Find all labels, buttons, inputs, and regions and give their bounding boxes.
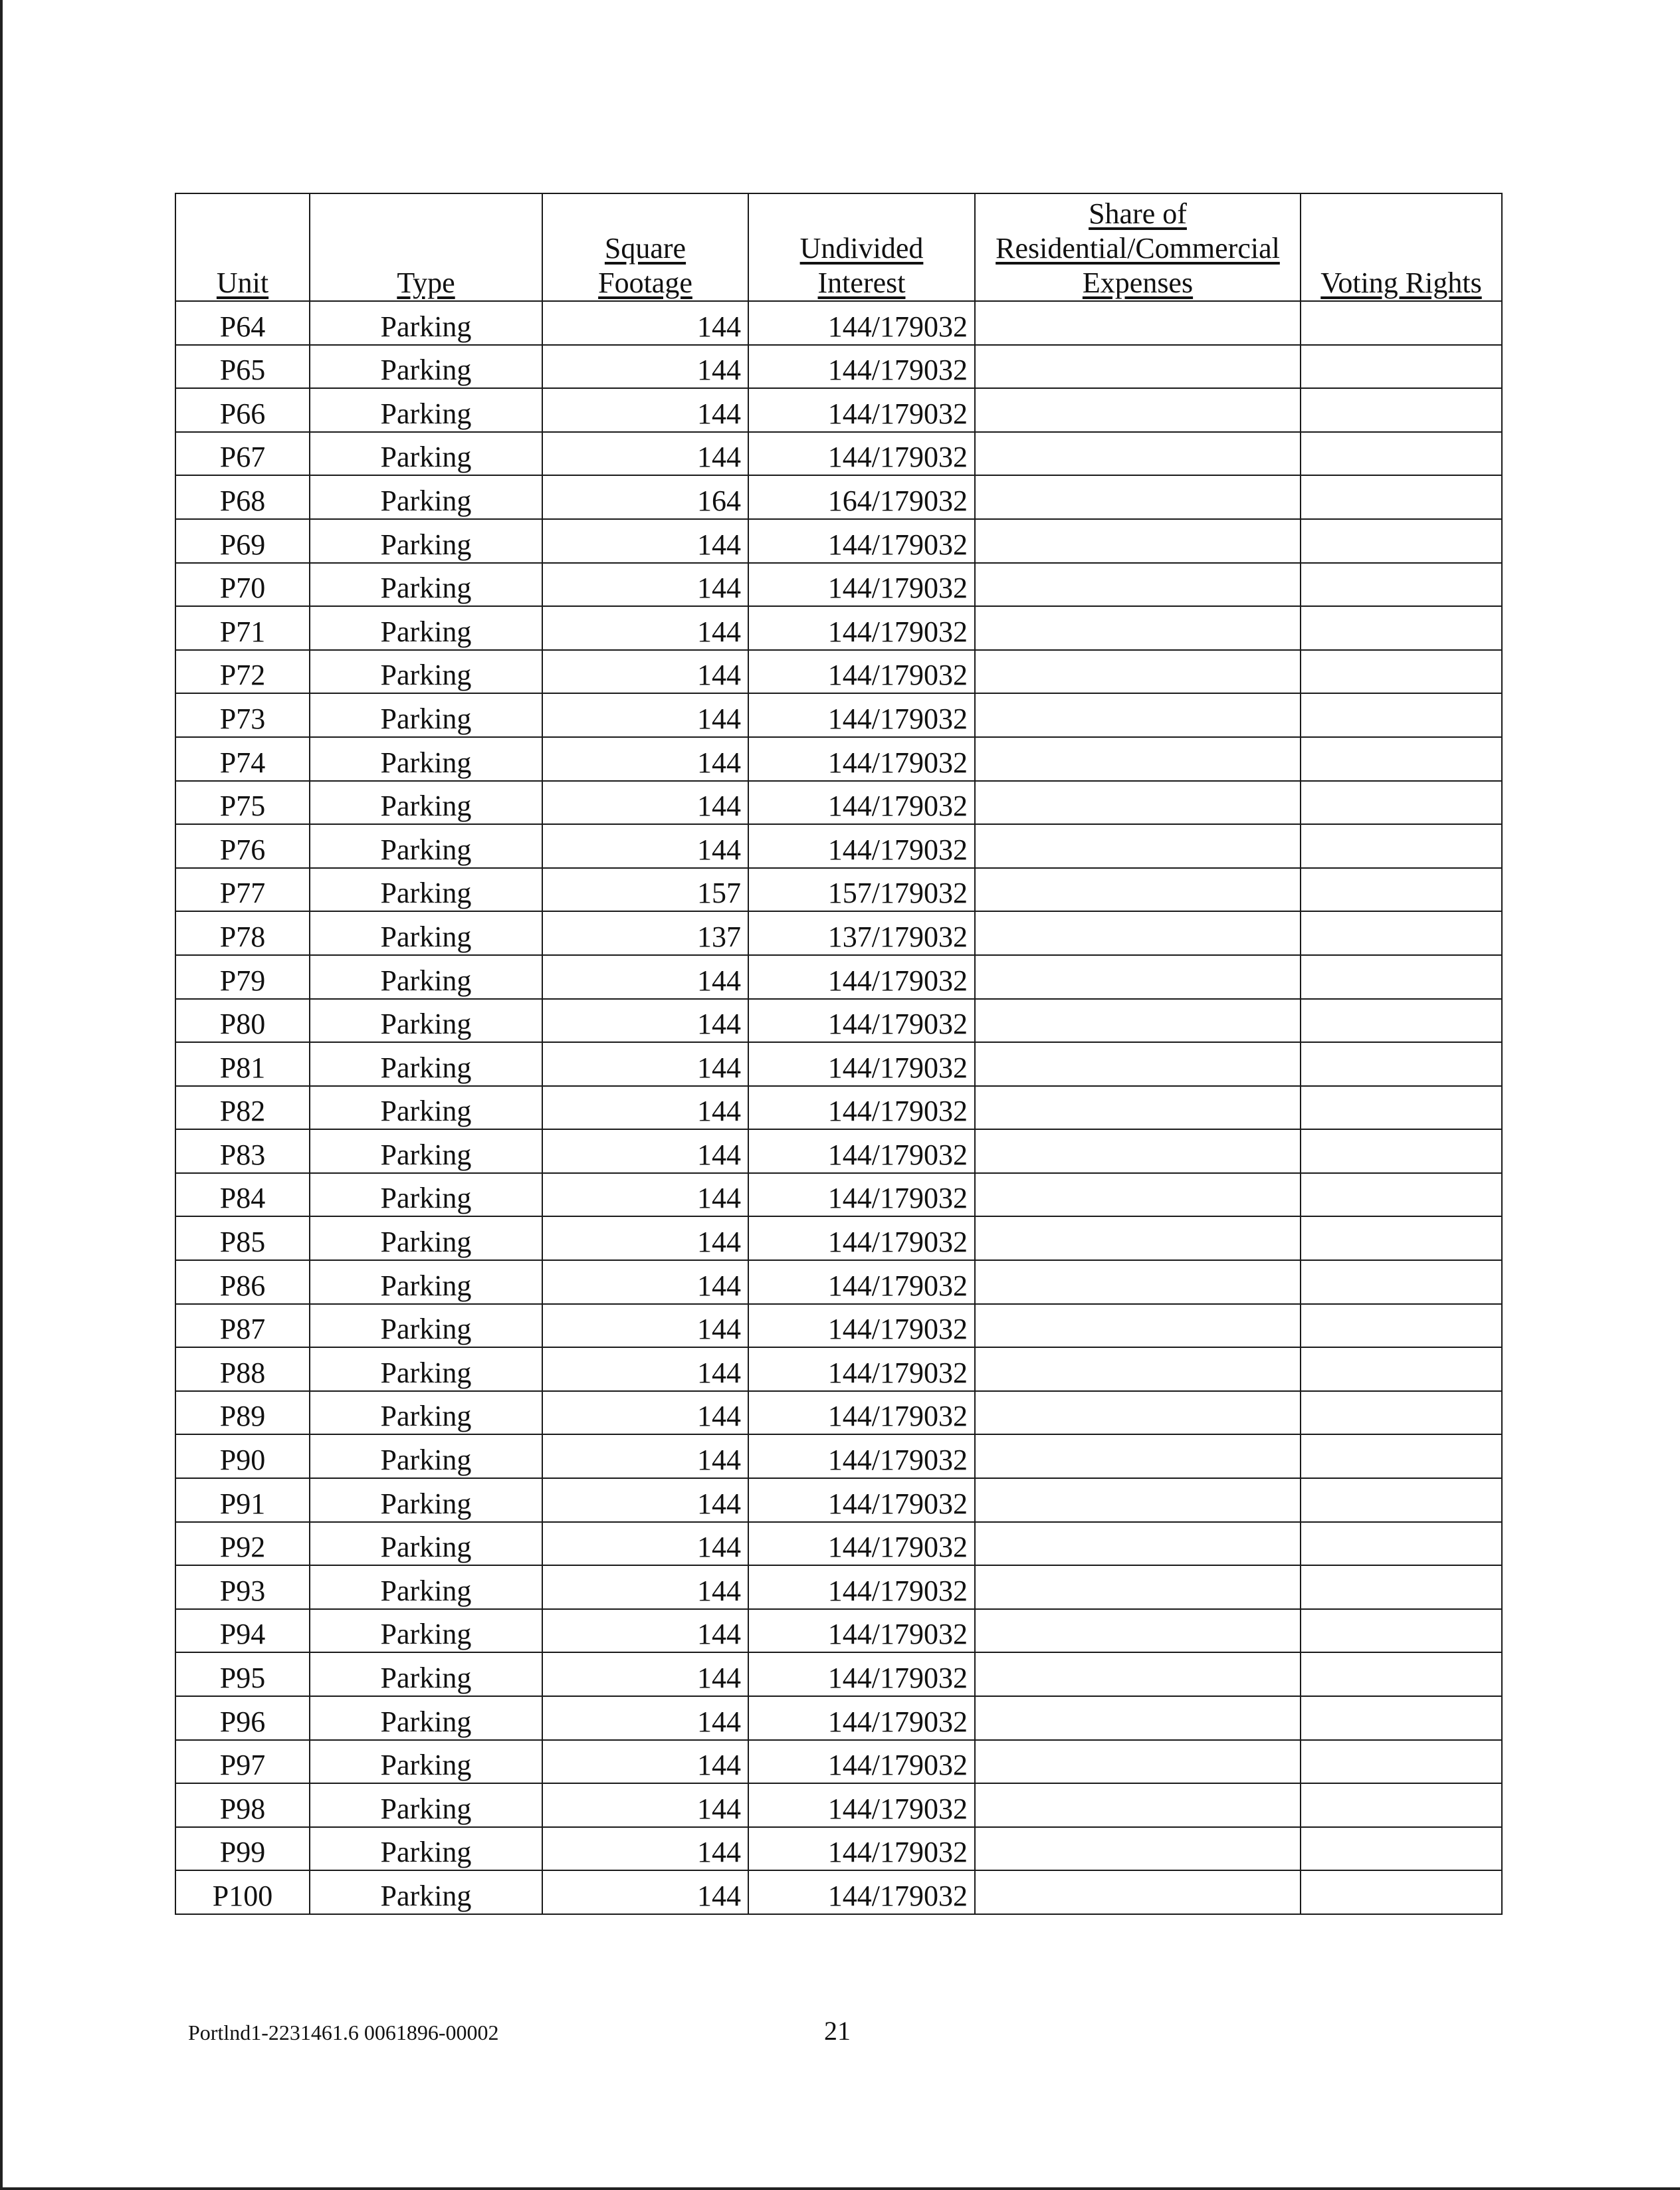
- type-cell: Parking: [310, 1696, 542, 1740]
- unit-cell: P66: [175, 388, 310, 432]
- vote-cell: [1301, 1347, 1502, 1391]
- unit-cell: P94: [175, 1609, 310, 1653]
- type-cell: Parking: [310, 1652, 542, 1696]
- sqft-cell: 164: [542, 475, 748, 519]
- share-cell: [975, 1129, 1301, 1173]
- table-row: [175, 1609, 1502, 1653]
- vote-cell: [1301, 606, 1502, 650]
- unit-cell: P96: [175, 1696, 310, 1740]
- type-cell: Parking: [310, 650, 542, 694]
- vote-cell: [1301, 737, 1502, 781]
- sqft-cell: 144: [542, 563, 748, 607]
- vote-cell: [1301, 1827, 1502, 1871]
- unit-cell: P97: [175, 1740, 310, 1784]
- share-cell: [975, 1260, 1301, 1304]
- unit-schedule-table: [175, 193, 1503, 1915]
- share-cell: [975, 999, 1301, 1043]
- table-row: [175, 1478, 1502, 1522]
- share-cell: [975, 911, 1301, 955]
- sqft-cell: 144: [542, 1391, 748, 1435]
- type-cell: Parking: [310, 1609, 542, 1653]
- vote-cell: [1301, 1652, 1502, 1696]
- type-cell: Parking: [310, 563, 542, 607]
- table-row: [175, 1260, 1502, 1304]
- table-row: [175, 1565, 1502, 1609]
- type-cell: Parking: [310, 737, 542, 781]
- int-cell: 144/179032: [748, 388, 975, 432]
- type-cell: Parking: [310, 999, 542, 1043]
- table-row: [175, 519, 1502, 563]
- unit-cell: P78: [175, 911, 310, 955]
- vote-cell: [1301, 911, 1502, 955]
- share-cell: [975, 650, 1301, 694]
- share-cell: [975, 693, 1301, 737]
- int-cell: 144/179032: [748, 650, 975, 694]
- unit-cell: P64: [175, 301, 310, 345]
- share-cell: [975, 824, 1301, 868]
- table-row: [175, 1216, 1502, 1260]
- table-row: [175, 1522, 1502, 1566]
- int-cell: 144/179032: [748, 606, 975, 650]
- share-cell: [975, 1391, 1301, 1435]
- int-cell: 157/179032: [748, 868, 975, 912]
- int-cell: 144/179032: [748, 955, 975, 999]
- int-cell: 144/179032: [748, 1042, 975, 1086]
- vote-cell: [1301, 1173, 1502, 1217]
- sqft-cell: 144: [542, 1173, 748, 1217]
- share-cell: [975, 432, 1301, 476]
- type-cell: Parking: [310, 1870, 542, 1914]
- header-undivided-interest: Undivided Interest: [748, 193, 975, 301]
- type-cell: Parking: [310, 1740, 542, 1784]
- header-share-of-expenses: Share of Residential/Commercial Expenses: [975, 193, 1301, 301]
- table-row: [175, 824, 1502, 868]
- int-cell: 144/179032: [748, 1565, 975, 1609]
- int-cell: 164/179032: [748, 475, 975, 519]
- sqft-cell: 144: [542, 1434, 748, 1478]
- table-row: [175, 1870, 1502, 1914]
- unit-cell: P95: [175, 1652, 310, 1696]
- type-cell: Parking: [310, 345, 542, 389]
- share-cell: [975, 606, 1301, 650]
- int-cell: 144/179032: [748, 1086, 975, 1130]
- sqft-cell: 144: [542, 781, 748, 825]
- int-cell: 144/179032: [748, 519, 975, 563]
- sqft-cell: 144: [542, 1696, 748, 1740]
- table-row: [175, 693, 1502, 737]
- vote-cell: [1301, 1783, 1502, 1827]
- table-row: [175, 1652, 1502, 1696]
- document-id: Portlnd1-2231461.6 0061896-00002: [188, 2021, 499, 2044]
- unit-cell: P65: [175, 345, 310, 389]
- vote-cell: [1301, 955, 1502, 999]
- type-cell: Parking: [310, 1827, 542, 1871]
- unit-cell: P87: [175, 1304, 310, 1348]
- int-cell: 144/179032: [748, 345, 975, 389]
- type-cell: Parking: [310, 301, 542, 345]
- type-cell: Parking: [310, 1434, 542, 1478]
- table-row: [175, 1304, 1502, 1348]
- header-type: Type: [310, 193, 542, 301]
- int-cell: 144/179032: [748, 1260, 975, 1304]
- type-cell: Parking: [310, 781, 542, 825]
- table-row: [175, 781, 1502, 825]
- sqft-cell: 144: [542, 999, 748, 1043]
- sqft-cell: 137: [542, 911, 748, 955]
- vote-cell: [1301, 1696, 1502, 1740]
- share-cell: [975, 781, 1301, 825]
- share-cell: [975, 1522, 1301, 1566]
- vote-cell: [1301, 1042, 1502, 1086]
- unit-cell: P67: [175, 432, 310, 476]
- int-cell: 144/179032: [748, 1129, 975, 1173]
- sqft-cell: 144: [542, 1652, 748, 1696]
- sqft-cell: 144: [542, 1870, 748, 1914]
- type-cell: Parking: [310, 1565, 542, 1609]
- share-cell: [975, 563, 1301, 607]
- unit-cell: P81: [175, 1042, 310, 1086]
- vote-cell: [1301, 1304, 1502, 1348]
- unit-cell: P88: [175, 1347, 310, 1391]
- table-row: [175, 650, 1502, 694]
- table-row: [175, 1434, 1502, 1478]
- table-row: [175, 1827, 1502, 1871]
- sqft-cell: 144: [542, 737, 748, 781]
- unit-cell: P77: [175, 868, 310, 912]
- unit-cell: P68: [175, 475, 310, 519]
- share-cell: [975, 1870, 1301, 1914]
- table-row: [175, 1173, 1502, 1217]
- sqft-cell: 144: [542, 1216, 748, 1260]
- sqft-cell: 144: [542, 301, 748, 345]
- unit-cell: P99: [175, 1827, 310, 1871]
- share-cell: [975, 1783, 1301, 1827]
- unit-cell: P75: [175, 781, 310, 825]
- type-cell: Parking: [310, 1216, 542, 1260]
- share-cell: [975, 301, 1301, 345]
- int-cell: 144/179032: [748, 563, 975, 607]
- table-row: [175, 1696, 1502, 1740]
- vote-cell: [1301, 475, 1502, 519]
- int-cell: 144/179032: [748, 432, 975, 476]
- unit-cell: P85: [175, 1216, 310, 1260]
- int-cell: 144/179032: [748, 1783, 975, 1827]
- vote-cell: [1301, 519, 1502, 563]
- int-cell: 144/179032: [748, 1522, 975, 1566]
- sqft-cell: 144: [542, 1304, 748, 1348]
- vote-cell: [1301, 1565, 1502, 1609]
- unit-cell: P74: [175, 737, 310, 781]
- sqft-cell: 144: [542, 1740, 748, 1784]
- table-body: [175, 301, 1502, 1914]
- table-row: [175, 432, 1502, 476]
- type-cell: Parking: [310, 1086, 542, 1130]
- unit-cell: P71: [175, 606, 310, 650]
- share-cell: [975, 475, 1301, 519]
- type-cell: Parking: [310, 911, 542, 955]
- type-cell: Parking: [310, 1042, 542, 1086]
- type-cell: Parking: [310, 955, 542, 999]
- vote-cell: [1301, 1391, 1502, 1435]
- table-row: [175, 606, 1502, 650]
- sqft-cell: 144: [542, 1260, 748, 1304]
- table-row: [175, 868, 1502, 912]
- unit-cell: P90: [175, 1434, 310, 1478]
- sqft-cell: 144: [542, 1042, 748, 1086]
- type-cell: Parking: [310, 519, 542, 563]
- type-cell: Parking: [310, 606, 542, 650]
- unit-cell: P76: [175, 824, 310, 868]
- table-row: [175, 563, 1502, 607]
- table-row: [175, 301, 1502, 345]
- type-cell: Parking: [310, 1783, 542, 1827]
- share-cell: [975, 1173, 1301, 1217]
- unit-cell: P82: [175, 1086, 310, 1130]
- share-cell: [975, 1216, 1301, 1260]
- unit-cell: P69: [175, 519, 310, 563]
- unit-cell: P70: [175, 563, 310, 607]
- table-row: [175, 475, 1502, 519]
- header-square-footage: Square Footage: [542, 193, 748, 301]
- int-cell: 144/179032: [748, 999, 975, 1043]
- int-cell: 144/179032: [748, 1173, 975, 1217]
- unit-cell: P83: [175, 1129, 310, 1173]
- int-cell: 144/179032: [748, 301, 975, 345]
- table-row: [175, 345, 1502, 389]
- vote-cell: [1301, 868, 1502, 912]
- sqft-cell: 144: [542, 519, 748, 563]
- type-cell: Parking: [310, 388, 542, 432]
- int-cell: 144/179032: [748, 737, 975, 781]
- unit-cell: P100: [175, 1870, 310, 1914]
- share-cell: [975, 1565, 1301, 1609]
- table-row: [175, 737, 1502, 781]
- vote-cell: [1301, 781, 1502, 825]
- table-row: [175, 999, 1502, 1043]
- int-cell: 144/179032: [748, 781, 975, 825]
- share-cell: [975, 955, 1301, 999]
- page-number: 21: [824, 2016, 851, 2046]
- sqft-cell: 144: [542, 693, 748, 737]
- vote-cell: [1301, 1522, 1502, 1566]
- sqft-cell: 144: [542, 650, 748, 694]
- header-unit: Unit: [175, 193, 310, 301]
- table-row: [175, 1347, 1502, 1391]
- sqft-cell: 144: [542, 824, 748, 868]
- type-cell: Parking: [310, 1522, 542, 1566]
- type-cell: Parking: [310, 1391, 542, 1435]
- share-cell: [975, 737, 1301, 781]
- int-cell: 144/179032: [748, 1827, 975, 1871]
- table-row: [175, 1391, 1502, 1435]
- table-row: [175, 955, 1502, 999]
- share-cell: [975, 1827, 1301, 1871]
- sqft-cell: 157: [542, 868, 748, 912]
- share-cell: [975, 1478, 1301, 1522]
- share-cell: [975, 388, 1301, 432]
- table-row: [175, 1129, 1502, 1173]
- vote-cell: [1301, 301, 1502, 345]
- type-cell: Parking: [310, 868, 542, 912]
- unit-cell: P92: [175, 1522, 310, 1566]
- vote-cell: [1301, 1129, 1502, 1173]
- header-voting-rights: Voting Rights: [1301, 193, 1502, 301]
- share-cell: [975, 1086, 1301, 1130]
- sqft-cell: 144: [542, 1086, 748, 1130]
- int-cell: 144/179032: [748, 1870, 975, 1914]
- vote-cell: [1301, 650, 1502, 694]
- type-cell: Parking: [310, 432, 542, 476]
- share-cell: [975, 1434, 1301, 1478]
- vote-cell: [1301, 1434, 1502, 1478]
- sqft-cell: 144: [542, 1478, 748, 1522]
- table-row: [175, 911, 1502, 955]
- type-cell: Parking: [310, 1129, 542, 1173]
- table-row: [175, 1740, 1502, 1784]
- vote-cell: [1301, 432, 1502, 476]
- type-cell: Parking: [310, 1347, 542, 1391]
- unit-cell: P89: [175, 1391, 310, 1435]
- type-cell: Parking: [310, 1478, 542, 1522]
- unit-cell: P98: [175, 1783, 310, 1827]
- int-cell: 144/179032: [748, 1391, 975, 1435]
- table-row: [175, 1042, 1502, 1086]
- sqft-cell: 144: [542, 1129, 748, 1173]
- share-cell: [975, 519, 1301, 563]
- vote-cell: [1301, 693, 1502, 737]
- share-cell: [975, 1609, 1301, 1653]
- int-cell: 144/179032: [748, 1652, 975, 1696]
- vote-cell: [1301, 1740, 1502, 1784]
- vote-cell: [1301, 824, 1502, 868]
- sqft-cell: 144: [542, 606, 748, 650]
- sqft-cell: 144: [542, 432, 748, 476]
- table-row: [175, 1783, 1502, 1827]
- int-cell: 144/179032: [748, 1740, 975, 1784]
- table-header-row: [175, 193, 1502, 301]
- vote-cell: [1301, 1870, 1502, 1914]
- share-cell: [975, 345, 1301, 389]
- vote-cell: [1301, 1260, 1502, 1304]
- sqft-cell: 144: [542, 955, 748, 999]
- unit-cell: P79: [175, 955, 310, 999]
- type-cell: Parking: [310, 693, 542, 737]
- sqft-cell: 144: [542, 388, 748, 432]
- unit-cell: P73: [175, 693, 310, 737]
- int-cell: 144/179032: [748, 1478, 975, 1522]
- type-cell: Parking: [310, 475, 542, 519]
- sqft-cell: 144: [542, 1565, 748, 1609]
- share-cell: [975, 1652, 1301, 1696]
- vote-cell: [1301, 563, 1502, 607]
- share-cell: [975, 1042, 1301, 1086]
- page-bottom-edge: [0, 2187, 1680, 2190]
- type-cell: Parking: [310, 1173, 542, 1217]
- share-cell: [975, 1304, 1301, 1348]
- vote-cell: [1301, 1478, 1502, 1522]
- share-cell: [975, 1347, 1301, 1391]
- page-left-edge: [0, 0, 3, 2190]
- vote-cell: [1301, 1609, 1502, 1653]
- type-cell: Parking: [310, 1304, 542, 1348]
- int-cell: 137/179032: [748, 911, 975, 955]
- int-cell: 144/179032: [748, 1434, 975, 1478]
- int-cell: 144/179032: [748, 824, 975, 868]
- vote-cell: [1301, 1216, 1502, 1260]
- vote-cell: [1301, 345, 1502, 389]
- table-row: [175, 1086, 1502, 1130]
- int-cell: 144/179032: [748, 693, 975, 737]
- sqft-cell: 144: [542, 1827, 748, 1871]
- sqft-cell: 144: [542, 1347, 748, 1391]
- unit-cell: P86: [175, 1260, 310, 1304]
- unit-cell: P84: [175, 1173, 310, 1217]
- unit-cell: P80: [175, 999, 310, 1043]
- sqft-cell: 144: [542, 1522, 748, 1566]
- table-row: [175, 388, 1502, 432]
- int-cell: 144/179032: [748, 1609, 975, 1653]
- type-cell: Parking: [310, 824, 542, 868]
- int-cell: 144/179032: [748, 1696, 975, 1740]
- unit-cell: P72: [175, 650, 310, 694]
- sqft-cell: 144: [542, 1783, 748, 1827]
- int-cell: 144/179032: [748, 1216, 975, 1260]
- share-cell: [975, 1696, 1301, 1740]
- type-cell: Parking: [310, 1260, 542, 1304]
- vote-cell: [1301, 1086, 1502, 1130]
- share-cell: [975, 868, 1301, 912]
- int-cell: 144/179032: [748, 1347, 975, 1391]
- sqft-cell: 144: [542, 1609, 748, 1653]
- unit-cell: P91: [175, 1478, 310, 1522]
- share-cell: [975, 1740, 1301, 1784]
- int-cell: 144/179032: [748, 1304, 975, 1348]
- vote-cell: [1301, 388, 1502, 432]
- sqft-cell: 144: [542, 345, 748, 389]
- unit-cell: P93: [175, 1565, 310, 1609]
- vote-cell: [1301, 999, 1502, 1043]
